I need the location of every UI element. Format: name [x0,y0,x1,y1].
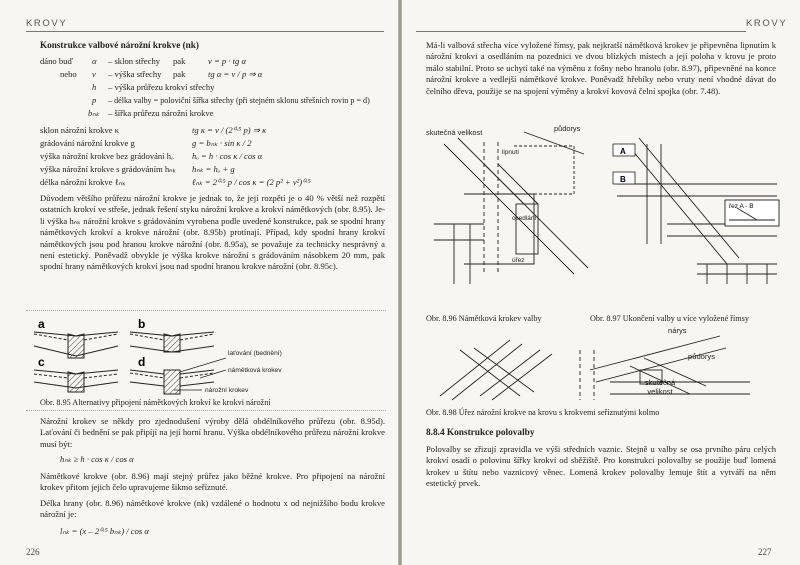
figure-caption: Obr. 8.98 Úřez nárožní krokve na krovu s krokvemi seříznutými kolmo [426,408,660,417]
formula-expr: hₒ = h · cos κ / cos α [192,151,263,161]
formula-label: sklon nárožní krokve κ [40,125,120,135]
paragraph: Důvodem většího průřezu nárožní krokve je jednak to, že její rozpětí je o 40 % větší než rozpětí ostatních krokví ve střeše, jednak řešení styku nárožní krokve a krokví námětkových (obr. 8.95). Je-li výška hₙₖ nárožní krokve s grádováním vyrobena podle uvedené konstrukce, pak se spodní hrany námětkových krokví a krokve nárožní (obr. 8.95b) protínají. Případ, kdy spodní hrany krokví námětkových jsou pod hranou krokve nárožní (obr. 8.95a), se považuje za technicky nesprávný a není estetický. Poněvadž obvykle je výška krokve nárožní s grádováním násobkem 20 mm, pak spodní hrany námětkových krokví jsou nad spodní hranou krokve nárožní (obr. 8.95c). [40,193,385,272]
paragraph: Délka hrany (obr. 8.96) námětkové krokve (nk) vzdálené o hodnotu x od nejnižšího bodu krokve nárožní je: [40,498,385,520]
joint-a [34,332,118,358]
fig-label-d: d [138,355,146,369]
formula-expr: tg κ = v / (2⁰·⁵ p) ⇒ κ [192,125,267,135]
joint-c [34,370,118,392]
section-mark-a: A [620,147,626,156]
fig-label-b: b [138,317,146,331]
running-header: KROVY [26,18,68,29]
callout-hip-rafter: nárožní krokev [205,387,249,394]
label-plan: půdorys [688,352,716,361]
formula-expr: ℓₙₖ = 2⁰·⁵ p / cos κ = (2 p² + v²)⁰·⁵ [192,177,311,187]
figure-8-95 [30,318,370,396]
label-true-size: skutečná velikost [644,378,676,396]
label-lipnuti: lipnutí [502,149,520,156]
page-number: 227 [758,547,772,557]
formula-expr: g = bₙₖ · sin κ / 2 [192,138,252,148]
header-rule [416,31,746,32]
paragraph: Polovalby se zřizují zpravidla ve výši středních vaznic. Stejně u valby se osa prvního páru celých krokví osadí o polovinu šířky krokví od sběžiště. Pro konstrukci polovalby se použije buď lomená krokev u štítu nebo vaznicový věnec. Lomená krokev polovalby lemuje štít a vytváří na něm estetický prvek. [426,444,776,489]
label-plan: půdorys [554,124,581,133]
formula: lₙₖ = (x – 2⁰·⁵ bₙₖ) / cos α [60,526,149,536]
figure-8-98 [430,330,770,405]
formula-label: délka nárožní krokve ℓₙₖ [40,177,126,187]
formula-label: grádování nárožní krokve g [40,138,135,148]
formula: hₙₖ ≥ h · cos κ / cos α [60,454,134,464]
callout-battens: laťování (bednění) [228,350,282,357]
section-mark-b: B [620,175,626,184]
formula-label: výška nárožní krokve s grádováním hₙₖ [40,164,177,174]
joint-d [130,370,214,394]
fig-label-c: c [38,355,45,369]
figure-divider [26,410,386,411]
paragraph: Má-li valbová střecha více vyložené římsy, pak nejkratší námětková krokev je připevněna lipnutím k nárožní krokvi a osedláním na pozednici ve dvou blízkých místech a její poloha v krovu je proto málo stabilní. Proto se uchytí také na výměnu z fošny nebo hranolu (obr. 8.97), připevněné na konce nárožní krokve a vedlejší námětkové krokve. Poněvadž hřebíky nebo vruty není vhodné dávat do čelního dřeva, použije se na spojení výměny a krokví kovová čelní spojka (obr. 7.48). [426,40,776,96]
header-rule [26,31,384,32]
figure-caption: Obr. 8.97 Ukončení valby u více vyložené římsy [590,314,749,323]
running-header: KROVY [746,18,788,29]
right-page [402,0,800,565]
page-number: 226 [26,547,40,557]
section-heading: 8.8.4 Konstrukce polovalby [426,428,535,438]
formula-label: výška nárožní krokve bez grádování hₒ [40,151,174,161]
figure-caption: Obr. 8.95 Alternativy připojení námětkových krokví ke krokvi nárožní [40,398,271,407]
figure-8-97 [607,124,787,314]
label-urez: úřez [512,257,525,264]
fig-label-a: a [38,317,45,331]
formula-expr: hₙₖ = hₒ + g [192,164,235,174]
paragraph: Námětkové krokve (obr. 8.96) mají stejný průřez jako běžné krokve. Pro připojení na nárožní krokev přitom jejich čelo upravujeme šikmo seříznuté. [40,471,385,493]
box-title: Konstrukce valbové nárožní krokve (nk) [40,40,199,50]
label-section-ab: řez A - B [729,203,754,210]
paragraph: Nárožní krokev se někdy pro zjednodušení výroby dělá obdélníkového průřezu (obr. 8.95d). Laťování či bednění se pak připíjí na její horní hranu. Výška obdélníkového průřezu nárožní krokve musí být: [40,416,385,449]
label-osedlani: osedlání [512,215,537,222]
callout-jack-rafter: námětková krokev [228,367,282,374]
joint-b [130,332,214,352]
label-true-size: skutečná velikost [426,128,483,137]
figure-divider [26,310,386,311]
label-elevation: nárys [668,326,687,335]
figure-caption: Obr. 8.96 Námětková krokev valby [426,314,542,323]
left-page: KROVY Konstrukce valbové nárožní krokve (nk) dáno buď α – sklon střechy pak v = p · tg α nebo v – výška střechy pak tg α = v / p ⇒ α h – výška průřezu krokví střechy p – délka valby = poloviční šířka střechy (při stejném sklonu střešních rovin p = d) bₙₖ – šířka průřezu nárožní krokve sklon nárožní krokve κ tg κ = v / (2⁰·⁵ p) ⇒ κ grádování nárožní krokve g g = bₙₖ · sin κ / 2 výška nárožní krokve bez grádování hₒ hₒ = h · cos κ / cos α výška nárožní krokve s grádováním hₙₖ hₙₖ = hₒ + g délka nárožní krokve ℓₙₖ ℓₙₖ = 2⁰·⁵ p / cos κ = (2 p² + v²)⁰·⁵ Důvodem většího průřezu nárožní krokve je jednak to, že její rozpětí je o 40 % větší než rozpětí ostatních krokví ve střeše, jednak řešení styku nárožní krokve a krokví námětkových (obr. 8.95). Je-li výška hₙₖ nárožní krokve s grádováním vyrobena podle uvedené konstrukce, pak se spodní hrany námětkových krokví a krokve nárožní (obr. 8.95b) protínají. Případ, kdy spodní hrany krokví námětkových jsou pod hranou krokve nárožní (obr. 8.95a), se považuje za technicky nesprávný a není estetický. Poněvadž obvykle je výška krokve nárožní s grádováním násobkem 20 mm, pak spodní hrany námětkových krokví jsou nad spodní hranou krokve nárožní (obr. 8.95c). a b c d laťování (bednění) námětková krokev nárožní krokev Obr. 8.95 Alternativy připojení námětkových krokví ke krokvi nárožní Nárožní krokev se někdy pro zjednodušení výroby dělá obdélníkového průřezu (obr. 8.95d). Laťování či bednění se pak připíjí na její horní hranu. Výška obdélníkového průřezu nárožní krokve musí být: hₙₖ ≥ h · cos κ / cos α Námětkové krokve (obr. 8.96) mají stejný průřez jako běžné krokve. Pro připojení na nárožní krokev přitom jejich čelo upravujeme šikmo seříznuté. Délka hrany (obr. 8.96) námětkové krokve (nk) vzdálené o hodnotu x od nejnižšího bodu krokve nárožní je: lₙₖ = (x – 2⁰·⁵ bₙₖ) / cos α 226 [0,0,398,565]
